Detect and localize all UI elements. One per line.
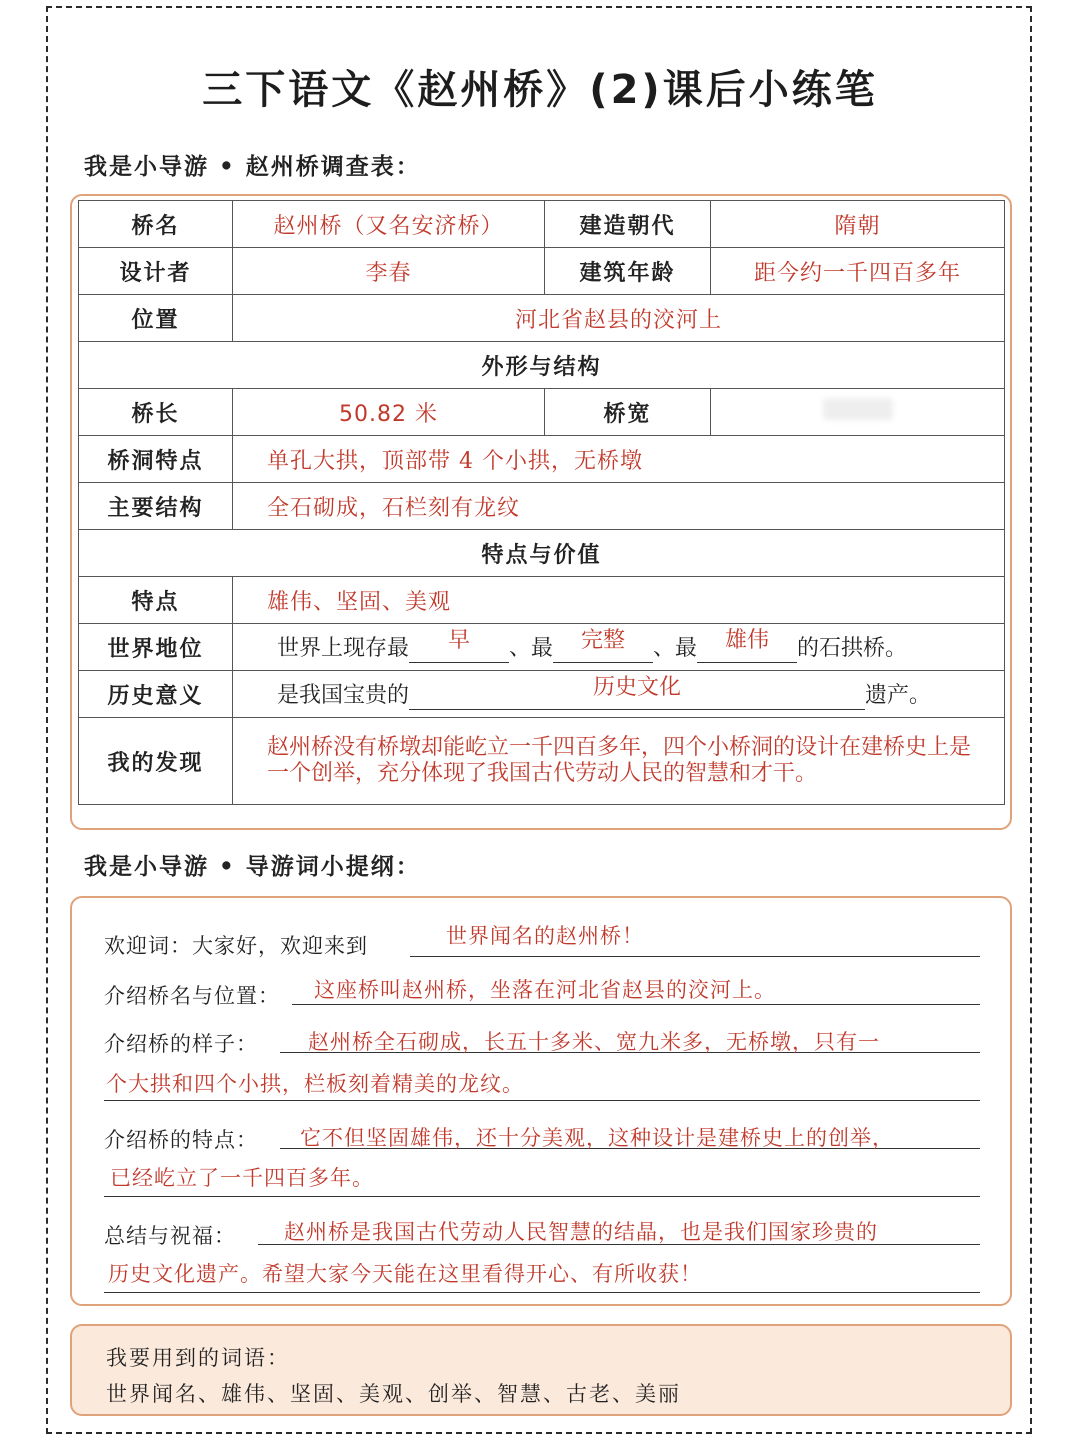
width-label: 桥宽	[545, 389, 711, 436]
bridge-name-value: 赵州桥（又名安济桥）	[233, 201, 545, 248]
intro-text: 这座桥叫赵州桥，坐落在河北省赵县的洨河上。	[314, 978, 776, 1002]
discovery-value: 赵州桥没有桥墩却能屹立一千四百多年，四个小桥洞的设计在建桥史上是一个创举，充分体现了我国古代劳动人民的智慧和才干。	[233, 718, 1005, 805]
designer-label: 设计者	[79, 248, 233, 295]
status-blank-2	[553, 628, 653, 663]
status-fill-2: 完整	[581, 628, 626, 653]
table-row	[79, 577, 1005, 624]
word-bank-label: 我要用到的词语：	[106, 1346, 290, 1370]
designer-value: 李春	[233, 248, 545, 295]
meaning-pre: 是我国宝贵的	[277, 683, 410, 708]
trait-text-2: 已经屹立了一千四百多年。	[110, 1166, 374, 1190]
summary-text-2: 历史文化遗产。希望大家今天能在这里看得开心、有所收获！	[108, 1262, 702, 1286]
meaning-sentence	[233, 671, 1005, 718]
table-row	[79, 248, 1005, 295]
structure-value: 全石砌成，石栏刻有龙纹	[233, 483, 1005, 530]
meaning-fill: 历史文化	[593, 675, 682, 700]
summary-label: 总结与祝福：	[104, 1224, 236, 1248]
welcome-line	[410, 956, 980, 957]
arch-value: 单孔大拱，顶部带 4 个小拱，无桥墩	[233, 436, 1005, 483]
age-value: 距今约一千四百多年	[711, 248, 1005, 295]
status-fill-3: 雄伟	[725, 628, 770, 653]
intro-label: 介绍桥名与位置：	[104, 984, 280, 1008]
meaning-blank	[409, 675, 865, 710]
table-row	[79, 295, 1005, 342]
feature-value: 雄伟、坚固、美观	[233, 577, 1005, 624]
survey-table	[78, 200, 1005, 805]
age-label: 建筑年龄	[545, 248, 711, 295]
welcome-text: 世界闻名的赵州桥！	[446, 924, 644, 948]
table-row	[79, 624, 1005, 671]
word-bank-box	[70, 1324, 1012, 1416]
status-blank-1	[409, 628, 509, 663]
meaning-post: 遗产。	[865, 683, 932, 708]
trait-text-1: 它不但坚固雄伟，还十分美观，这种设计是建桥史上的创举，	[300, 1126, 894, 1150]
length-label: 桥长	[79, 389, 233, 436]
table-row	[79, 483, 1005, 530]
feature-label: 特点	[79, 577, 233, 624]
look-label: 介绍桥的样子：	[104, 1032, 258, 1056]
status-post: 的石拱桥。	[797, 636, 908, 661]
summary-text-1: 赵州桥是我国古代劳动人民智慧的结晶，也是我们国家珍贵的	[284, 1220, 878, 1244]
trait-line-2	[104, 1196, 980, 1197]
table-row	[79, 436, 1005, 483]
location-value: 河北省赵县的洨河上	[233, 295, 1005, 342]
arch-label: 桥洞特点	[79, 436, 233, 483]
intro-line	[292, 1004, 980, 1005]
table-row	[79, 201, 1005, 248]
status-pre: 世界上现存最	[277, 636, 410, 661]
dynasty-label: 建造朝代	[545, 201, 711, 248]
bridge-name-label: 桥名	[79, 201, 233, 248]
blurred-value	[823, 398, 893, 420]
look-text-1: 赵州桥全石砌成，长五十多米、宽九米多，无桥墩，只有一	[308, 1030, 880, 1054]
look-text-2: 个大拱和四个小拱，栏板刻着精美的龙纹。	[106, 1072, 524, 1096]
dynasty-value: 隋朝	[711, 201, 1005, 248]
width-value	[711, 389, 1005, 436]
table-row	[79, 389, 1005, 436]
table-row	[79, 671, 1005, 718]
look-line-2	[104, 1100, 980, 1101]
location-label: 位置	[79, 295, 233, 342]
structure-label: 主要结构	[79, 483, 233, 530]
status-blank-3	[697, 628, 797, 663]
table-row	[79, 530, 1005, 577]
table-row	[79, 342, 1005, 389]
status-fill-1: 早	[448, 628, 471, 653]
discovery-label: 我的发现	[79, 718, 233, 805]
status-label: 世界地位	[79, 624, 233, 671]
value-section-header: 特点与价值	[79, 530, 1005, 577]
status-mid-1: 、最	[509, 636, 554, 661]
survey-heading: 我是小导游 • 赵州桥调查表：	[84, 153, 421, 180]
status-mid-2: 、最	[653, 636, 698, 661]
length-value: 50.82 米	[233, 389, 545, 436]
welcome-label: 欢迎词：大家好，欢迎来到	[104, 934, 368, 958]
guide-heading: 我是小导游 • 导游词小提纲：	[84, 853, 421, 880]
trait-label: 介绍桥的特点：	[104, 1128, 258, 1152]
word-bank-list: 世界闻名、雄伟、坚固、美观、创举、智慧、古老、美丽	[106, 1382, 681, 1406]
summary-line-2	[104, 1292, 980, 1293]
page-title: 三下语文《赵州桥》(2)课后小练笔	[202, 67, 878, 113]
shape-section-header: 外形与结构	[79, 342, 1005, 389]
table-row	[79, 718, 1005, 805]
status-sentence	[233, 624, 1005, 671]
meaning-label: 历史意义	[79, 671, 233, 718]
